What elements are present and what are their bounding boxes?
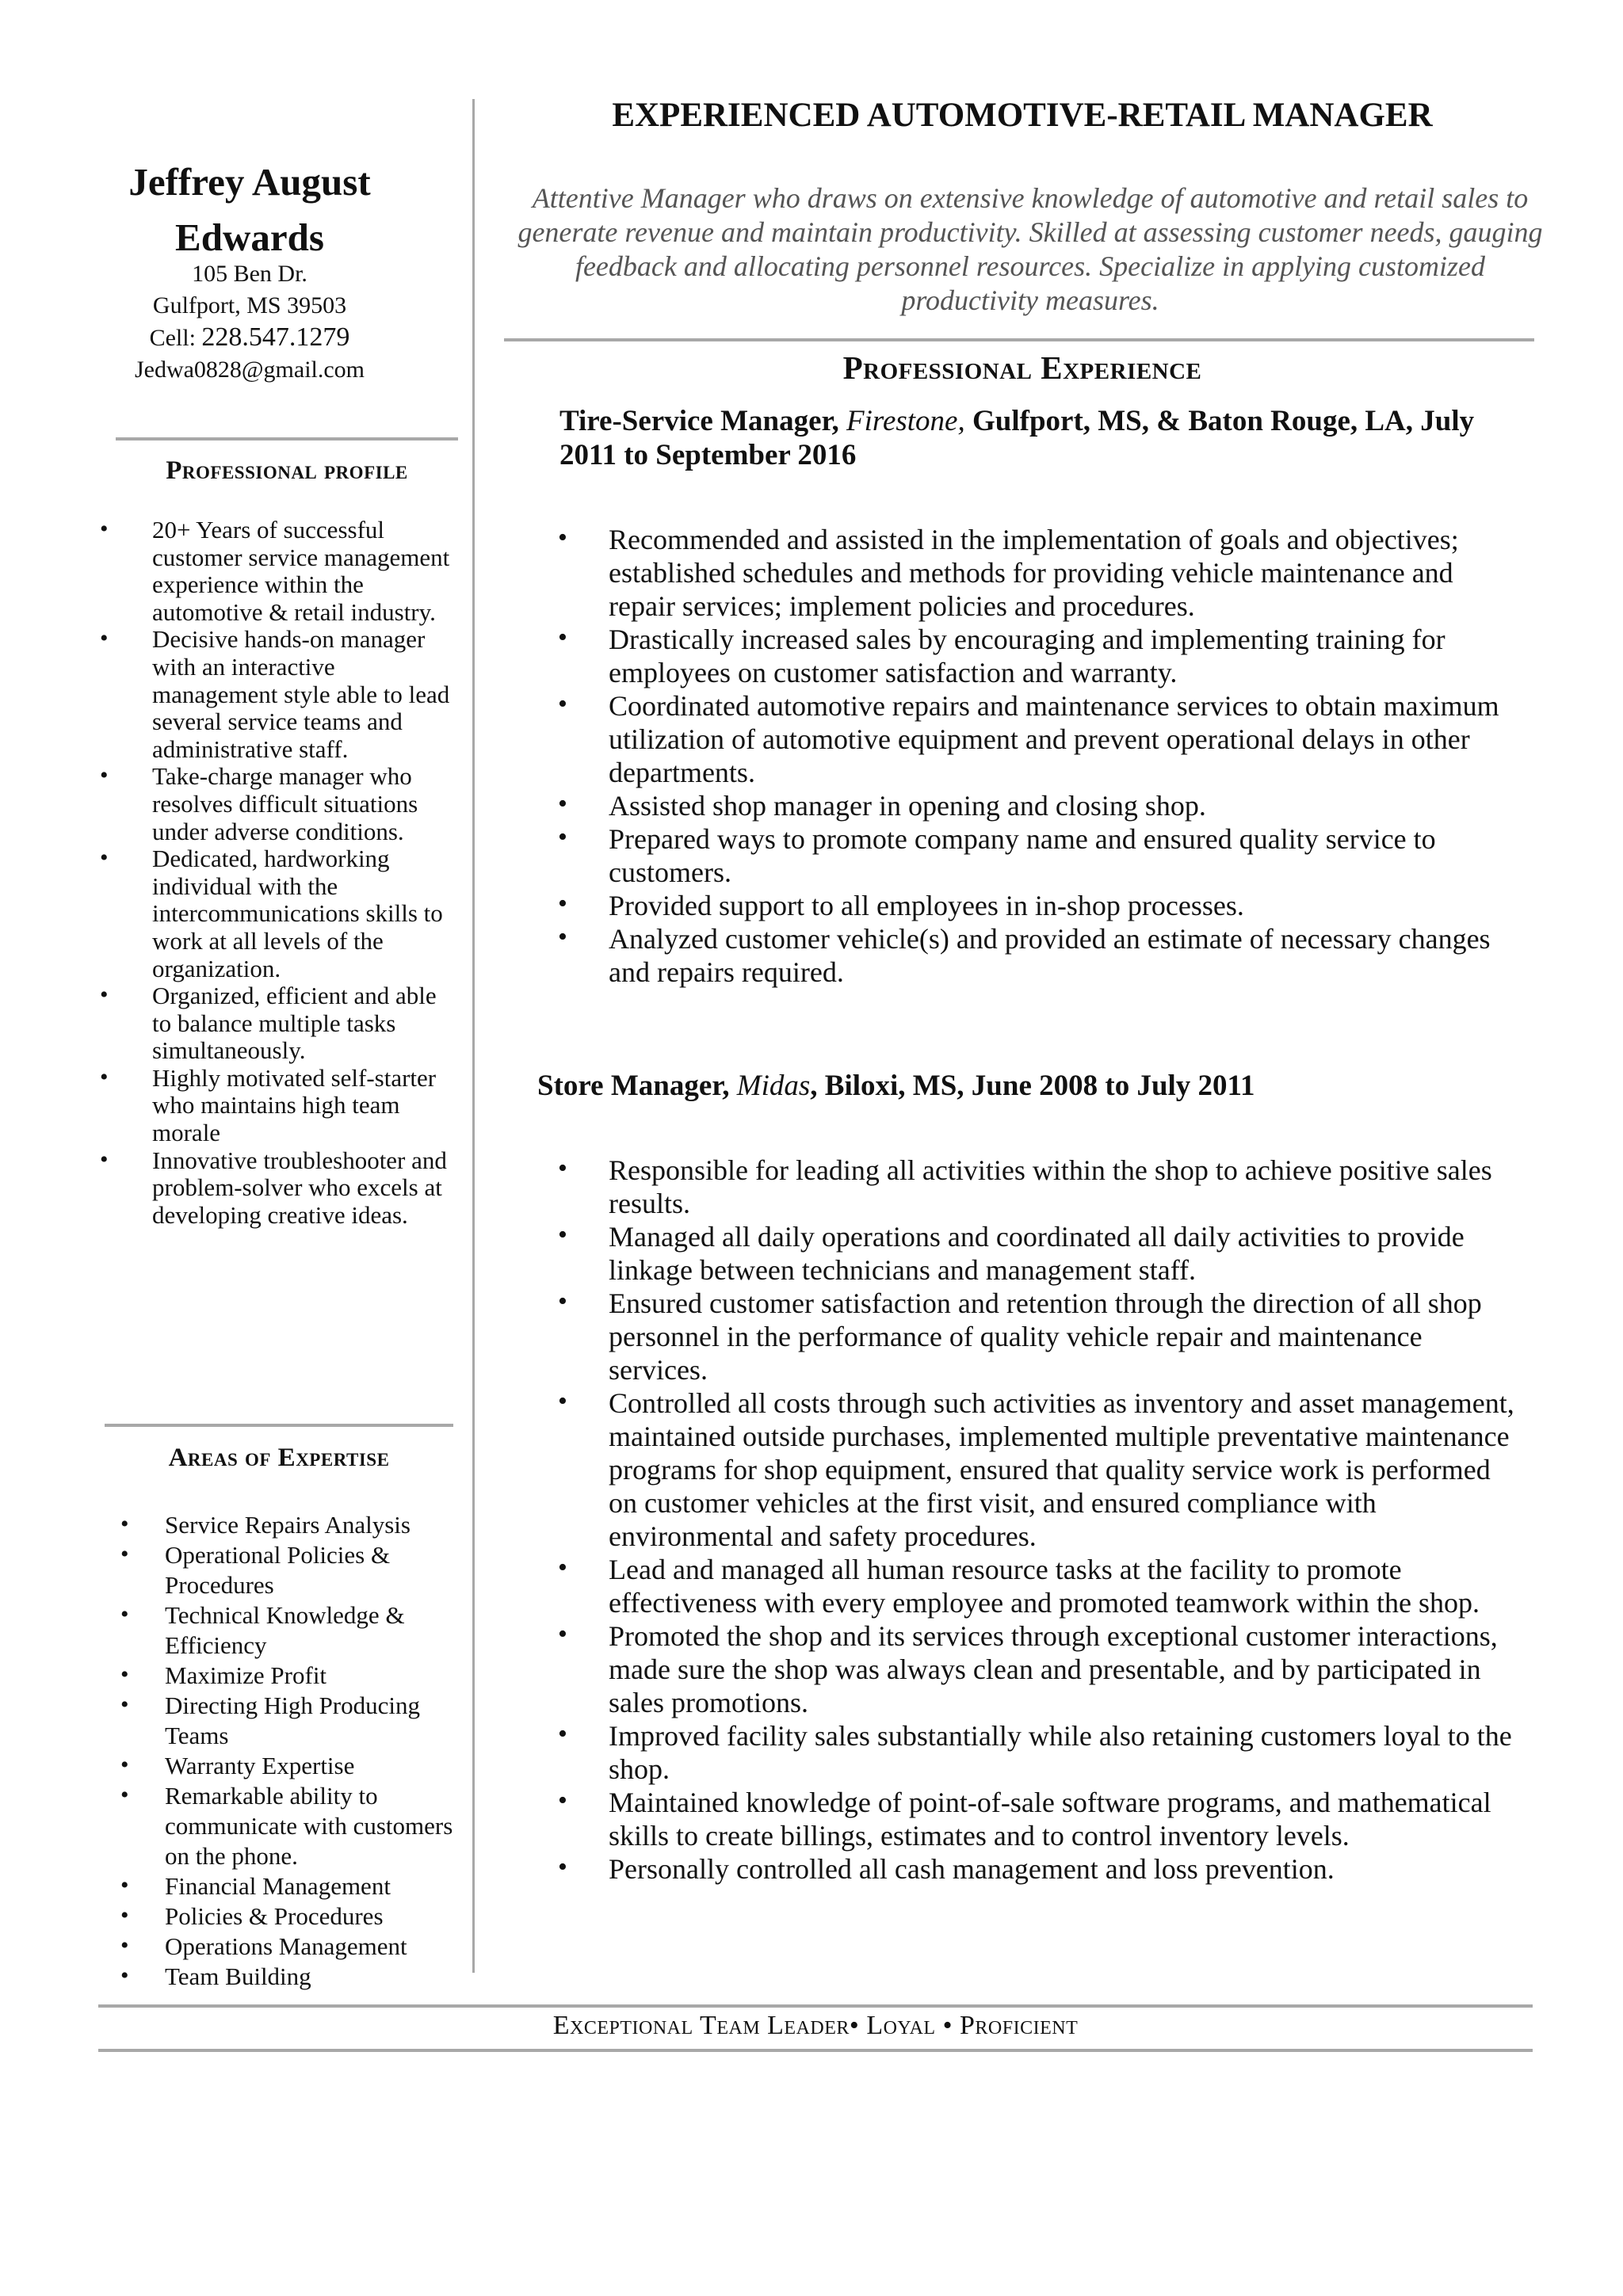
expertise-item bbox=[120, 1932, 466, 1962]
bullet-icon: • bbox=[120, 1691, 129, 1718]
job-2-bullet bbox=[558, 1786, 1517, 1852]
job-1-details: Gulfport, MS, & Baton Rouge, LA, July 2011 to September 2016 bbox=[559, 405, 1475, 471]
profile-item-text: Decisive hands-on manager with an interactive management style able to lead several service teams and administrative staff. bbox=[152, 625, 450, 763]
profile-item bbox=[100, 626, 455, 763]
profile-item-text: 20+ Years of successful customer service management experience within the automotive & retail industry. bbox=[152, 516, 450, 626]
expertise-item bbox=[120, 1871, 466, 1901]
job-2-bullet bbox=[558, 1154, 1517, 1220]
profile-item-text: Dedicated, hardworking individual with the intercommunications skills to work at all levels of the organization. bbox=[152, 845, 443, 982]
profile-item-text: Organized, efficient and able to balance multiple tasks simultaneously. bbox=[152, 982, 437, 1065]
job-2-bullet-text: Promoted the shop and its services through exceptional customer interactions, made sure the shop was always clean and presentable, and by participated in sales promotions. bbox=[609, 1620, 1498, 1718]
phone-label: Cell: bbox=[149, 325, 196, 351]
email-address: Jedwa0828@gmail.com bbox=[134, 357, 365, 383]
profile-item-text: Highly motivated self-starter who maintains high team morale bbox=[152, 1063, 437, 1147]
profile-item bbox=[100, 845, 455, 982]
bullet-icon: • bbox=[558, 889, 567, 918]
bullet-icon: • bbox=[100, 1146, 109, 1173]
job-1-bullet bbox=[558, 822, 1517, 889]
bullet-icon: • bbox=[120, 1752, 129, 1778]
job-2-bullets bbox=[558, 1154, 1517, 1886]
profile-list bbox=[100, 517, 455, 1229]
job-2-bullet bbox=[558, 1719, 1517, 1786]
expertise-item bbox=[120, 1661, 466, 1691]
job-2-header bbox=[537, 1069, 1528, 1103]
expertise-item bbox=[120, 1540, 466, 1600]
profile-item bbox=[100, 1147, 455, 1230]
bullet-icon: • bbox=[100, 982, 109, 1009]
bullet-icon: • bbox=[120, 1541, 129, 1567]
bullet-icon: • bbox=[558, 689, 567, 719]
job-2-bullet-text: Personally controlled all cash management and loss prevention. bbox=[609, 1853, 1335, 1885]
job-1-bullet-text: Analyzed customer vehicle(s) and provided an estimate of necessary changes and repairs required. bbox=[609, 923, 1491, 988]
expertise-item-text: Operations Management bbox=[165, 1932, 407, 1960]
bullet-icon: • bbox=[100, 625, 109, 652]
job-1-bullet-text: Coordinated automotive repairs and maintenance services to obtain maximum utilization of automotive equipment and prevent operational delays in other departments. bbox=[609, 690, 1499, 788]
bullet-icon: • bbox=[558, 1786, 567, 1815]
expertise-item-text: Policies & Procedures bbox=[165, 1902, 384, 1930]
job-1-bullet bbox=[558, 523, 1517, 623]
profile-item-text: Take-charge manager who resolves difficult situations under adverse conditions. bbox=[152, 762, 418, 845]
bullet-icon: • bbox=[120, 1962, 129, 1989]
expertise-item-text: Financial Management bbox=[165, 1872, 391, 1900]
footer-tagline: Exceptional Team Leader• Loyal • Proficient bbox=[552, 2011, 1079, 2040]
bullet-icon: • bbox=[100, 845, 109, 871]
job-1-bullet bbox=[558, 922, 1517, 989]
expertise-item-text: Operational Policies & Procedures bbox=[165, 1541, 391, 1599]
bullet-icon: • bbox=[558, 1386, 567, 1416]
job-2-company: Midas bbox=[736, 1070, 811, 1102]
expertise-item bbox=[120, 1781, 466, 1871]
profile-item bbox=[100, 982, 455, 1065]
summary-text: Attentive Manager who draws on extensive knowledge of automotive and retail sales to generate revenue and maintain productivity. Skilled at assessing customer needs, gauging feedback and allocating personnel resources. Specialize in applying customized productivity measures. bbox=[517, 182, 1543, 316]
expertise-item-text: Team Building bbox=[165, 1962, 311, 1990]
bullet-icon: • bbox=[120, 1782, 129, 1808]
phone-line bbox=[71, 322, 428, 354]
job-2-details: , Biloxi, MS, June 2008 to July 2011 bbox=[810, 1070, 1255, 1102]
bullet-icon: • bbox=[100, 762, 109, 789]
job-2-bullet bbox=[558, 1386, 1517, 1553]
expertise-item-text: Service Repairs Analysis bbox=[165, 1511, 411, 1539]
expertise-item-text: Maximize Profit bbox=[165, 1661, 327, 1689]
bullet-icon: • bbox=[558, 523, 567, 552]
job-2-bullet bbox=[558, 1553, 1517, 1619]
profile-item bbox=[100, 1065, 455, 1147]
job-2-bullet-text: Ensured customer satisfaction and retention through the direction of all shop personnel in the performance of quality vehicle repair and maintenance services. bbox=[609, 1287, 1482, 1386]
job-2-bullet-text: Controlled all costs through such activities as inventory and asset management, maintained outside purchases, implemented multiple preventative maintenance programs for shop equipment, ensured that quality service work is performed on customer vehicles at the first visit, and ensured compliance with environmental and safety procedures. bbox=[609, 1387, 1514, 1552]
job-2-bullet-text: Maintained knowledge of point-of-sale software programs, and mathematical skills to create billings, estimates and to control inventory levels. bbox=[609, 1787, 1491, 1852]
job-1-bullet-text: Provided support to all employees in in-shop processes. bbox=[609, 890, 1244, 921]
footer-rule-bottom bbox=[98, 2049, 1533, 2052]
profile-item bbox=[100, 763, 455, 845]
bullet-icon: • bbox=[558, 1287, 567, 1316]
bullet-icon: • bbox=[120, 1661, 129, 1688]
column-divider bbox=[472, 99, 475, 1973]
address-line2: Gulfport, MS 39503 bbox=[152, 292, 347, 318]
expertise-item bbox=[120, 1751, 466, 1781]
job-1-bullet-text: Recommended and assisted in the implementation of goals and objectives; established schedules and methods for providing vehicle maintenance and repair services; implement policies and procedures. bbox=[609, 524, 1459, 622]
expertise-item-text: Warranty Expertise bbox=[165, 1752, 355, 1779]
job-1-bullet-text: Prepared ways to promote company name and ensured quality service to customers. bbox=[609, 823, 1436, 888]
bullet-icon: • bbox=[558, 1852, 567, 1882]
bullet-icon: • bbox=[120, 1872, 129, 1898]
phone-number: 228.547.1279 bbox=[201, 322, 350, 352]
job-2-bullet-text: Responsible for leading all activities within the shop to achieve positive sales results. bbox=[609, 1154, 1492, 1219]
contact-block bbox=[71, 258, 428, 386]
job-1-company: Firestone, bbox=[846, 405, 965, 437]
expertise-item bbox=[120, 1600, 466, 1661]
expertise-item-text: Technical Knowledge & Efficiency bbox=[165, 1601, 405, 1659]
bullet-icon: • bbox=[558, 1220, 567, 1249]
profile-item bbox=[100, 517, 455, 626]
job-1-bullet-text: Drastically increased sales by encouraging and implementing training for employees on customer satisfaction and warranty. bbox=[609, 624, 1445, 688]
job-2-bullet bbox=[558, 1220, 1517, 1287]
bullet-icon: • bbox=[558, 623, 567, 652]
bullet-icon: • bbox=[558, 1619, 567, 1649]
bullet-icon: • bbox=[100, 516, 109, 542]
bullet-icon: • bbox=[120, 1932, 129, 1958]
divider-summary bbox=[504, 338, 1534, 341]
divider-profile bbox=[105, 1424, 453, 1427]
job-1-role: Tire-Service Manager, bbox=[559, 405, 839, 437]
candidate-name: Jeffrey August Edwards bbox=[128, 160, 371, 259]
job-2-bullet bbox=[558, 1287, 1517, 1386]
divider-contact bbox=[116, 437, 458, 441]
bullet-icon: • bbox=[120, 1511, 129, 1537]
job-1-bullets bbox=[558, 523, 1517, 989]
profile-heading: Professional profile bbox=[166, 456, 408, 485]
expertise-item bbox=[120, 1901, 466, 1932]
bullet-icon: • bbox=[558, 1719, 567, 1749]
bullet-icon: • bbox=[558, 922, 567, 952]
bullet-icon: • bbox=[558, 789, 567, 818]
footer-rule-top bbox=[98, 2004, 1533, 2008]
bullet-icon: • bbox=[558, 1154, 567, 1183]
expertise-item bbox=[120, 1691, 466, 1751]
expertise-list bbox=[120, 1510, 466, 1992]
expertise-item-text: Directing High Producing Teams bbox=[165, 1691, 421, 1749]
job-1-header bbox=[559, 404, 1510, 472]
address-line1: 105 Ben Dr. bbox=[192, 261, 307, 287]
profile-item-text: Innovative troubleshooter and problem-solver who excels at developing creative ideas. bbox=[152, 1146, 447, 1229]
bullet-icon: • bbox=[120, 1902, 129, 1928]
job-1-bullet bbox=[558, 889, 1517, 922]
resume-title: EXPERIENCED AUTOMOTIVE-RETAIL MANAGER bbox=[612, 97, 1433, 134]
job-2-bullet bbox=[558, 1619, 1517, 1719]
bullet-icon: • bbox=[558, 822, 567, 852]
job-1-bullet bbox=[558, 689, 1517, 789]
bullet-icon: • bbox=[558, 1553, 567, 1582]
job-1-bullet-text: Assisted shop manager in opening and closing shop. bbox=[609, 790, 1206, 822]
job-2-bullet-text: Improved facility sales substantially while also retaining customers loyal to the shop. bbox=[609, 1720, 1512, 1785]
job-1-bullet bbox=[558, 789, 1517, 822]
bullet-icon: • bbox=[100, 1063, 109, 1090]
experience-heading: Professional Experience bbox=[842, 349, 1202, 386]
job-2-role: Store Manager, bbox=[537, 1070, 730, 1102]
expertise-item bbox=[120, 1510, 466, 1540]
bullet-icon: • bbox=[120, 1601, 129, 1627]
expertise-item bbox=[120, 1962, 466, 1992]
expertise-heading: Areas of Expertise bbox=[168, 1444, 390, 1472]
expertise-item-text: Remarkable ability to communicate with customers on the phone. bbox=[165, 1782, 453, 1870]
job-2-bullet-text: Managed all daily operations and coordinated all daily activities to provide linkage between technicians and management staff. bbox=[609, 1221, 1465, 1286]
job-1-bullet bbox=[558, 623, 1517, 689]
job-2-bullet bbox=[558, 1852, 1517, 1886]
job-2-bullet-text: Lead and managed all human resource tasks at the facility to promote effectiveness with every employee and promoted teamwork within the shop. bbox=[609, 1554, 1480, 1619]
